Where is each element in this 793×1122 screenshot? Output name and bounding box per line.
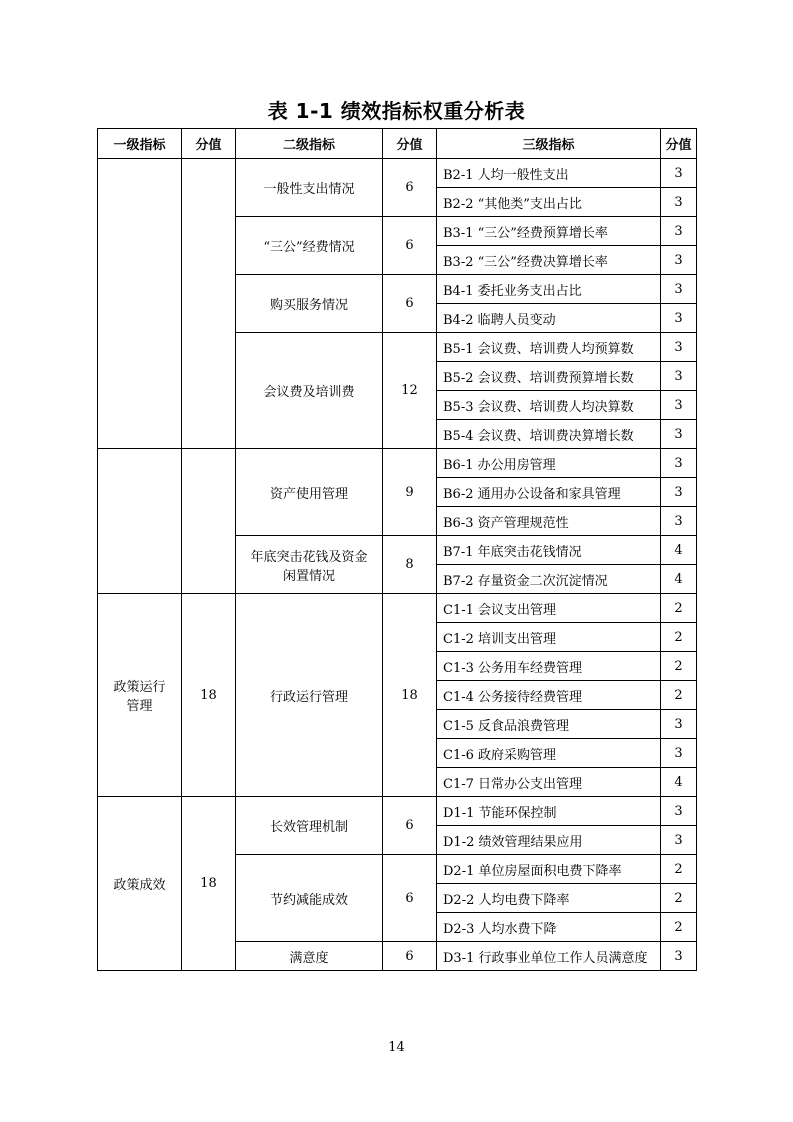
level2-score: 6	[383, 855, 437, 942]
header-row	[98, 129, 697, 159]
level3-name: B6-3 资产管理规范性	[437, 507, 661, 536]
level3-score: 2	[661, 594, 697, 623]
header-level3: 三级指标	[437, 129, 661, 159]
level2-score: 6	[383, 159, 437, 217]
level2-score: 8	[383, 536, 437, 594]
weight-analysis-table	[97, 128, 697, 971]
table-row	[98, 797, 697, 826]
level2-name: 购买服务情况	[236, 275, 383, 333]
level3-score: 3	[661, 478, 697, 507]
level2-name: 会议费及培训费	[236, 333, 383, 449]
level3-name: C1-5 反食品浪费管理	[437, 710, 661, 739]
level3-score: 3	[661, 507, 697, 536]
table-title: 表 1-1 绩效指标权重分析表	[267, 99, 526, 123]
level3-score: 3	[661, 739, 697, 768]
level3-score: 3	[661, 449, 697, 478]
level3-score: 2	[661, 623, 697, 652]
level3-score: 3	[661, 333, 697, 362]
level3-score: 3	[661, 188, 697, 217]
level1-name: 政策运行管理	[98, 594, 182, 797]
level2-score: 9	[383, 449, 437, 536]
header-level2: 二级指标	[236, 129, 383, 159]
level3-score: 2	[661, 681, 697, 710]
level3-score: 3	[661, 275, 697, 304]
level3-name: B5-4 会议费、培训费决算增长数	[437, 420, 661, 449]
level3-name: C1-6 政府采购管理	[437, 739, 661, 768]
header-level1: 一级指标	[98, 129, 182, 159]
level3-score: 4	[661, 768, 697, 797]
level3-name: B3-2 “三公”经费决算增长率	[437, 246, 661, 275]
level2-score: 18	[383, 594, 437, 797]
page-number: 14	[388, 1040, 405, 1055]
level3-name: B5-3 会议费、培训费人均决算数	[437, 391, 661, 420]
header-score3: 分值	[661, 129, 697, 159]
header-score2: 分值	[383, 129, 437, 159]
level2-score: 12	[383, 333, 437, 449]
level1-empty-b2	[98, 449, 182, 594]
level3-name: B3-1 “三公”经费预算增长率	[437, 217, 661, 246]
header-score1: 分值	[182, 129, 236, 159]
level3-name: C1-3 公务用车经费管理	[437, 652, 661, 681]
level3-score: 2	[661, 855, 697, 884]
level3-score: 3	[661, 159, 697, 188]
level3-score: 2	[661, 884, 697, 913]
level3-name: B5-1 会议费、培训费人均预算数	[437, 333, 661, 362]
level3-name: B7-1 年底突击花钱情况	[437, 536, 661, 565]
level3-score: 3	[661, 826, 697, 855]
level3-name: B7-2 存量资金二次沉淀情况	[437, 565, 661, 594]
table-row	[98, 594, 697, 623]
level2-name: 一般性支出情况	[236, 159, 383, 217]
level3-score: 3	[661, 217, 697, 246]
level2-name: 满意度	[236, 942, 383, 971]
level3-name: B6-1 办公用房管理	[437, 449, 661, 478]
level3-name: D3-1 行政事业单位工作人员满意度	[437, 942, 661, 971]
level1-score: 18	[182, 797, 236, 971]
level2-score: 6	[383, 275, 437, 333]
level3-name: B4-1 委托业务支出占比	[437, 275, 661, 304]
level2-name: 行政运行管理	[236, 594, 383, 797]
level1-score: 18	[182, 594, 236, 797]
level1-name: 政策成效	[98, 797, 182, 971]
level2-name: “三公”经费情况	[236, 217, 383, 275]
level3-name: D2-2 人均电费下降率	[437, 884, 661, 913]
table-row	[98, 449, 697, 478]
level3-score: 3	[661, 246, 697, 275]
level1-empty-b	[98, 159, 182, 449]
level3-name: B4-2 临聘人员变动	[437, 304, 661, 333]
level1-score-empty-b2	[182, 449, 236, 594]
level3-score: 3	[661, 391, 697, 420]
level3-name: C1-2 培训支出管理	[437, 623, 661, 652]
level3-name: C1-4 公务接待经费管理	[437, 681, 661, 710]
level2-score: 6	[383, 942, 437, 971]
level3-name: C1-1 会议支出管理	[437, 594, 661, 623]
level3-name: D2-1 单位房屋面积电费下降率	[437, 855, 661, 884]
level2-name: 长效管理机制	[236, 797, 383, 855]
level3-name: B2-2 “其他类”支出占比	[437, 188, 661, 217]
level3-name: C1-7 日常办公支出管理	[437, 768, 661, 797]
level3-name: D1-1 节能环保控制	[437, 797, 661, 826]
level3-score: 3	[661, 710, 697, 739]
level3-name: D2-3 人均水费下降	[437, 913, 661, 942]
level3-score: 3	[661, 362, 697, 391]
level2-name: 资产使用管理	[236, 449, 383, 536]
level3-score: 2	[661, 913, 697, 942]
level3-name: B6-2 通用办公设备和家具管理	[437, 478, 661, 507]
level2-score: 6	[383, 217, 437, 275]
level3-score: 4	[661, 536, 697, 565]
level1-score-empty-b	[182, 159, 236, 449]
level3-name: B2-1 人均一般性支出	[437, 159, 661, 188]
level3-name: D1-2 绩效管理结果应用	[437, 826, 661, 855]
level3-score: 3	[661, 420, 697, 449]
level2-name: 节约减能成效	[236, 855, 383, 942]
level3-name: B5-2 会议费、培训费预算增长数	[437, 362, 661, 391]
table-row	[98, 159, 697, 188]
level3-score: 3	[661, 797, 697, 826]
level3-score: 4	[661, 565, 697, 594]
level3-score: 2	[661, 652, 697, 681]
level2-score: 6	[383, 797, 437, 855]
level3-score: 3	[661, 304, 697, 333]
level2-name: 年底突击花钱及资金闲置情况	[236, 536, 383, 594]
level3-score: 3	[661, 942, 697, 971]
